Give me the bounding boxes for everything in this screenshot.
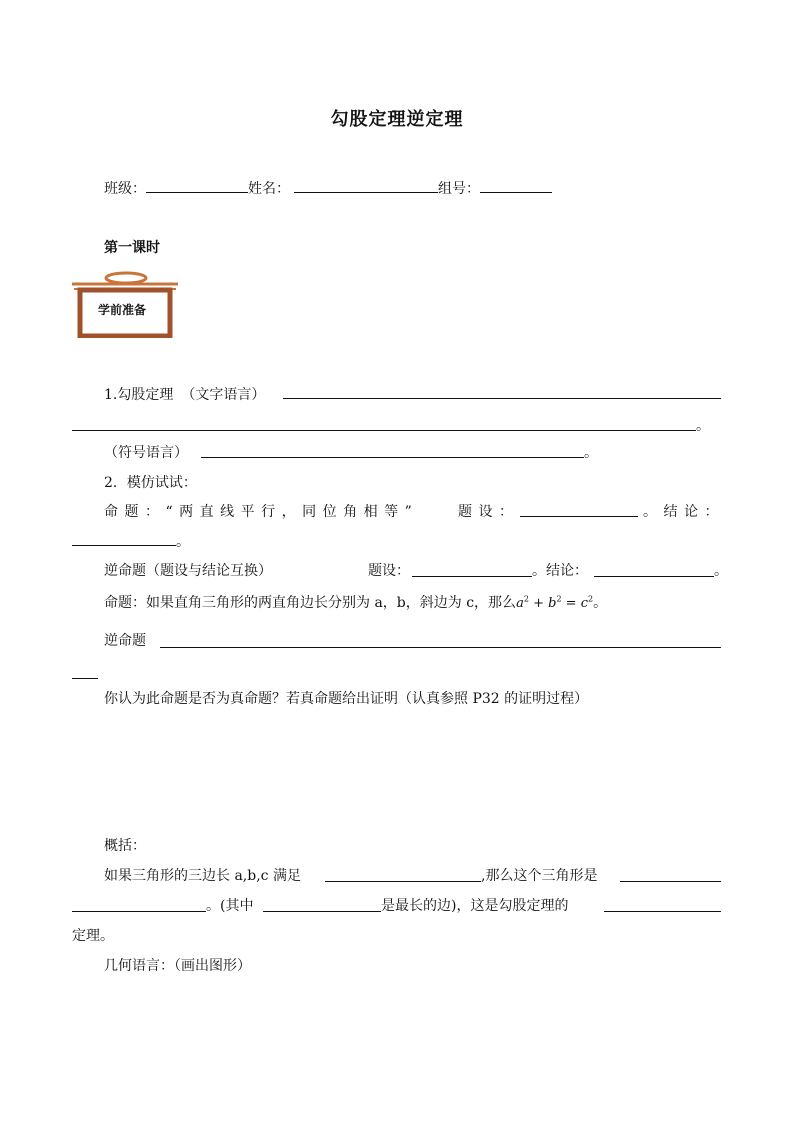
q2-end: 。 — [176, 534, 190, 550]
prop2-text: 命题：如果直角三角形的两直角边长分别为 a，b，斜边为 c，那么 — [104, 595, 517, 611]
q1-symbol-label: （符号语言） — [104, 445, 188, 461]
q1-number: 1.勾股定理 — [104, 387, 174, 403]
summary-heading: 概括： — [104, 838, 146, 854]
q2-hypothesis-blank[interactable] — [520, 516, 638, 517]
summary-theorem-blank[interactable] — [604, 911, 721, 912]
formula-eq: = — [565, 596, 577, 611]
group-blank[interactable] — [480, 178, 552, 193]
q2-question: 你认为此命题是否为真命题？若真命题给出证明（认真参照 P32 的证明过程） — [104, 691, 589, 707]
formula-a: a — [516, 596, 524, 611]
q1-text-lang: （文字语言） — [181, 387, 266, 403]
page-title — [0, 105, 794, 131]
summary-line1-b: ,那么这个三角形是 — [481, 868, 598, 884]
summary-condition-blank[interactable] — [325, 881, 481, 882]
summary-longest-blank[interactable] — [263, 911, 381, 912]
q1-text-blank-2[interactable] — [72, 430, 696, 431]
q2-conclusion2-label: 。结论： — [532, 563, 588, 579]
summary-line2-b: 是最长的边)，这是勾股定理的 — [381, 898, 569, 914]
q1-text-blank-1[interactable] — [283, 398, 721, 399]
q2-converse2-blank-1[interactable] — [160, 647, 721, 648]
formula-c: c — [580, 596, 588, 611]
section-sign — [72, 270, 178, 338]
summary-line3: 定理。 — [72, 928, 114, 944]
formula-sq-b: 2 — [556, 594, 562, 604]
title-text: 勾股定理逆定理 — [330, 109, 464, 130]
q2-proposition: 命题：“两直线平行，同位角相等” — [104, 504, 419, 520]
q2-converse2-blank-2[interactable] — [72, 678, 98, 679]
summary-type-blank-1[interactable] — [620, 881, 721, 882]
pythagorean-formula — [516, 596, 593, 611]
prop2-end: 。 — [593, 595, 608, 611]
q2-proposition-2 — [104, 592, 607, 612]
q2-hypothesis2-blank[interactable] — [412, 576, 532, 577]
q2-conclusion-blank[interactable] — [72, 545, 176, 546]
q2-conclusion2-blank[interactable] — [594, 576, 714, 577]
summary-line1-a: 如果三角形的三边长 a,b,c 满足 — [104, 868, 301, 884]
name-blank[interactable] — [294, 178, 438, 193]
q1-period-2: 。 — [584, 445, 598, 461]
q2-converse2-label: 逆命题 — [104, 633, 146, 649]
group-label: 组号： — [438, 181, 480, 197]
formula-sq-a: 2 — [523, 594, 529, 604]
formula-b: b — [548, 596, 557, 611]
class-label: 班级： — [104, 181, 146, 197]
q2-converse-label: 逆命题（题设与结论互换） — [104, 563, 272, 579]
summary-type-blank-2[interactable] — [72, 911, 206, 912]
lesson-heading: 第一课时 — [104, 240, 160, 256]
student-info-row — [104, 178, 552, 198]
section-label: 学前准备 — [98, 303, 147, 317]
q2-end2: 。 — [714, 563, 728, 579]
class-blank[interactable] — [146, 178, 248, 193]
formula-plus: + — [533, 596, 544, 611]
q2-heading: 2．模仿试试： — [104, 475, 197, 491]
q1-symbol-blank[interactable] — [201, 457, 584, 458]
summary-line2-a: 。(其中 — [206, 898, 254, 914]
q1-period: 。 — [696, 418, 710, 434]
geometry-language: 几何语言：（画出图形） — [104, 958, 251, 974]
formula-sq-c: 2 — [588, 594, 594, 604]
q1-prefix — [104, 384, 265, 404]
q2-conclusion-label: 。结论： — [643, 504, 725, 520]
q2-hypothesis2-label: 题设： — [368, 563, 410, 579]
q2-hypothesis-label: 题设： — [458, 504, 520, 520]
name-label: 姓名： — [248, 181, 290, 197]
